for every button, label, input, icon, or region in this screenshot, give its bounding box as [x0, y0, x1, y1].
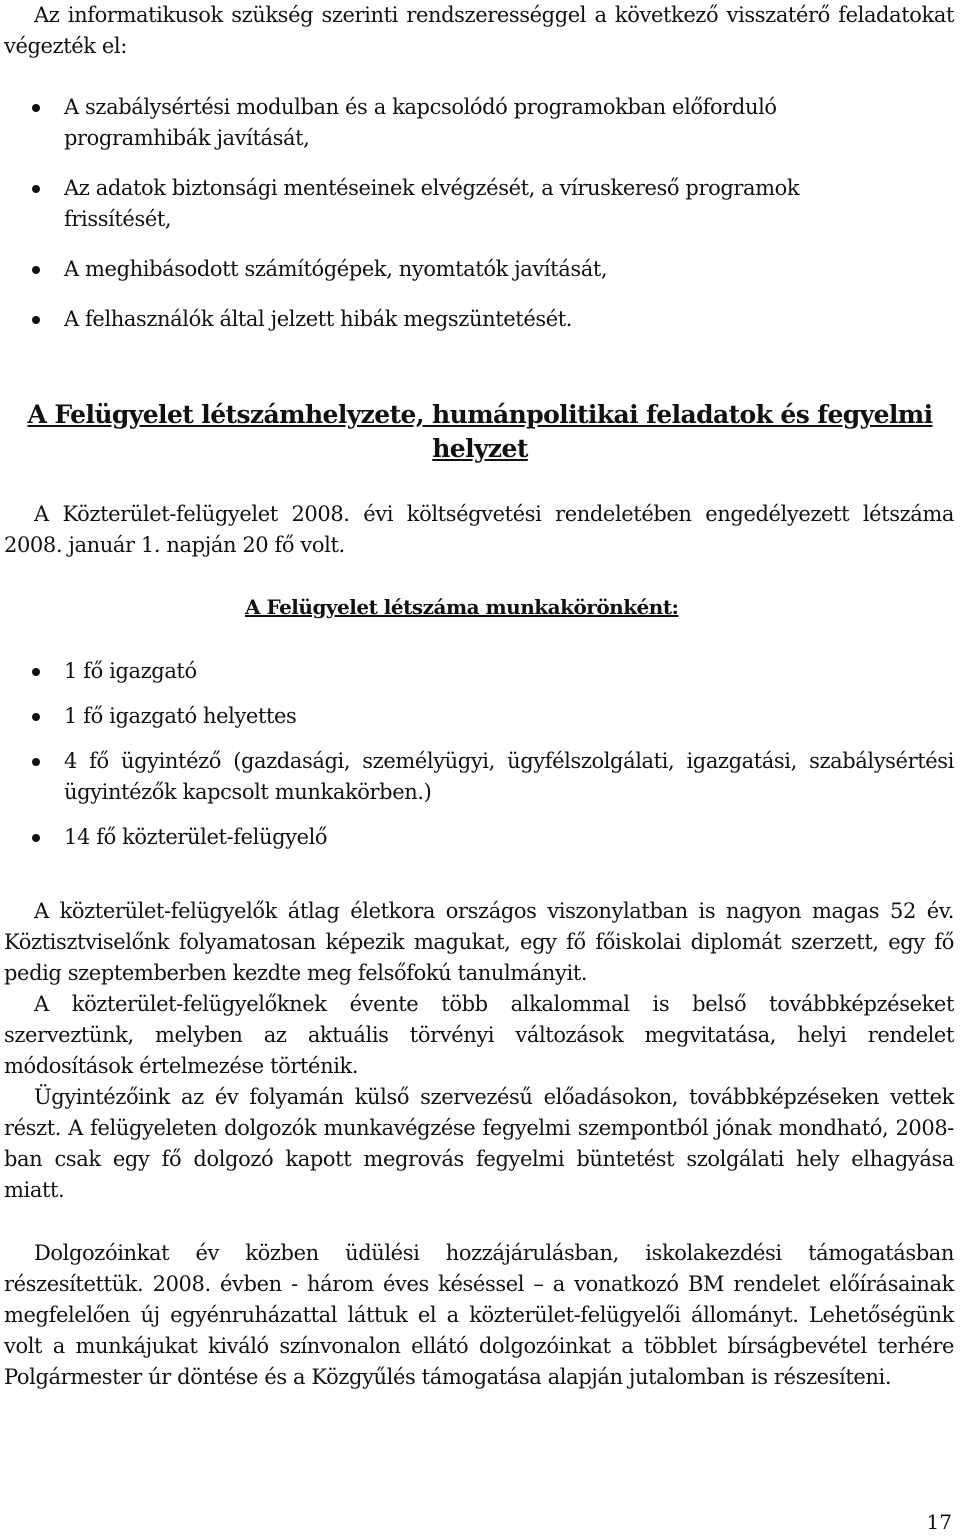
list-item: 1 fő igazgató [4, 656, 954, 687]
section-title: A Felügyelet létszámhelyzete, humánpolitikai feladatok és fegyelmi helyzet [27, 400, 933, 463]
bullet-icon [32, 758, 40, 766]
paragraph-age: A közterület-felügyelők átlag életkora országos viszonylatban is nagyon magas 52 év. Köztisztviselőnk folyamatosan képezik magukat, egy fő főiskolai diplomát szerzett, egy fő pedig szeptemberben kezdte meg felsőfokú tanulmányit. [4, 899, 954, 985]
list-item: A felhasználók által jelzett hibák megszüntetését. [4, 304, 904, 335]
paragraph-training: A közterület-felügyelőknek évente több alkalommal is belső továbbképzéseket szerveztünk, melyben az aktuális törvényi változások megvitatása, helyi rendelet módosítások értelmezése történik. [4, 992, 954, 1078]
intro-paragraph: Az informatikusok szükség szerinti rendszerességgel a következő visszatérő feladatokat végezték el: [4, 3, 954, 58]
staff-list [4, 656, 954, 853]
bullet-icon [32, 104, 40, 112]
page-number: 17 [926, 1510, 952, 1534]
list-item: 4 fő ügyintéző (gazdasági, személyügyi, ügyfélszolgálati, igazgatási, szabálysértési ügyintézők kapcsolt munkakörben.) [4, 746, 954, 808]
bullet-icon [32, 266, 40, 274]
paragraph-benefits: Dolgozóinkat év közben üdülési hozzájárulásban, iskolakezdési támogatásban részesítettük. 2008. évben - három éves késéssel – a vonatkozó BM rendelet előírásainak megfelelően új egyénruházattal láttuk el a közterület-felügyelői állományt. Lehetőségünk volt a munkájukat kiváló színvonalon ellátó dolgozóinkat a többlet bírságbevétel terhére Polgármester úr döntése és a Közgyűlés támogatása alapján jutalomban is részesíteni. [4, 1241, 954, 1389]
task-list [4, 92, 904, 335]
paragraph-discipline: Ügyintézőink az év folyamán külső szervezésű előadásokon, továbbképzéseken vettek részt. A felügyeleten dolgozók munkavégzése fegyelmi szempontból jónak mondható, 2008-ban csak egy fő dolgozó kapott megrovás fegyelmi büntetést szolgálati hely elhagyása miatt. [4, 1085, 954, 1202]
staff-intro-paragraph: A Közterület-felügyelet 2008. évi költségvetési rendeletében engedélyezett létszáma 2008. január 1. napján 20 fő volt. [4, 502, 954, 557]
list-item: A szabálysértési modulban és a kapcsolódó programokban előforduló programhibák javítását, [4, 92, 904, 154]
bullet-icon [32, 668, 40, 676]
bullet-icon [32, 185, 40, 193]
staff-subtitle: A Felügyelet létszáma munkakörönként: [245, 595, 679, 619]
list-item: 1 fő igazgató helyettes [4, 701, 954, 732]
list-item: A meghibásodott számítógépek, nyomtatók javítását, [4, 254, 904, 285]
bullet-icon [32, 316, 40, 324]
list-item: Az adatok biztonsági mentéseinek elvégzését, a víruskereső programok frissítését, [4, 173, 904, 235]
bullet-icon [32, 713, 40, 721]
list-item: 14 fő közterület-felügyelő [4, 822, 954, 853]
bullet-icon [32, 834, 40, 842]
